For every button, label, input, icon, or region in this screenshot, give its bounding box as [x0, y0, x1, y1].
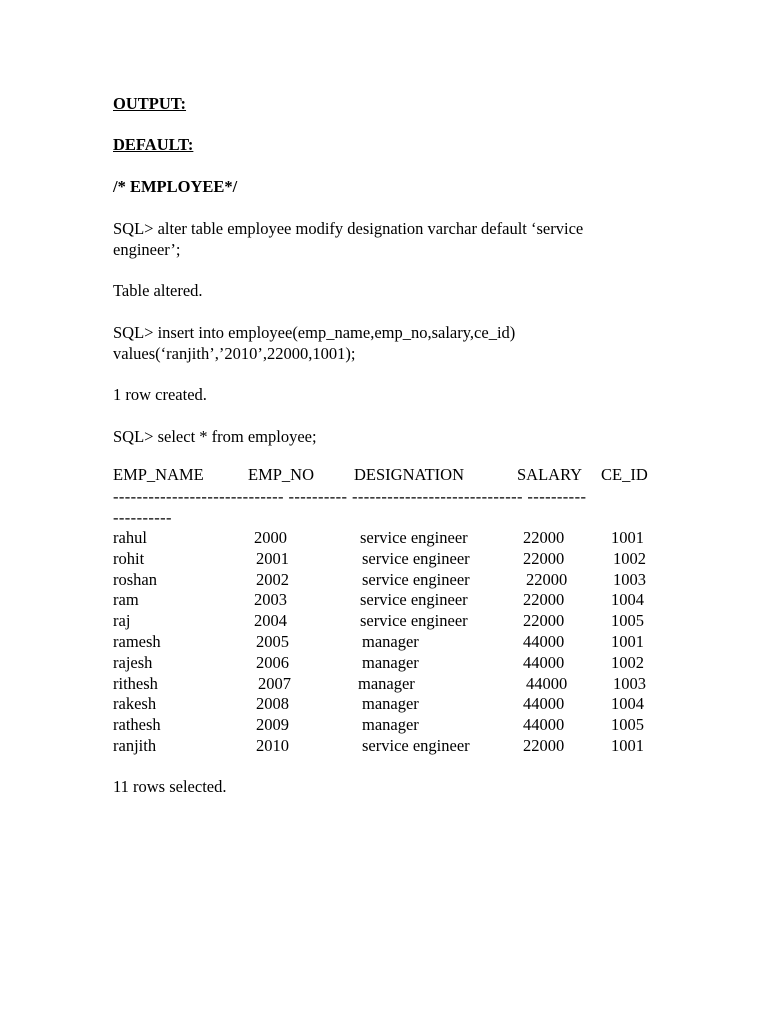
row-ce-id: 1001	[611, 632, 644, 651]
table-altered-text: Table altered.	[113, 281, 203, 300]
sql-alter-line-1: SQL> alter table employee modify designation varchar default ‘service	[113, 219, 584, 238]
sql-insert-line-2: values(‘ranjith’,’2010’,22000,1001);	[113, 344, 356, 363]
row-ce-id: 1005	[611, 715, 644, 735]
table-separator-1: ----------------------------- ---------- ----------------------------- ----------	[113, 487, 587, 506]
row-salary: 44000	[523, 694, 565, 714]
row-designation: service engineer	[360, 611, 468, 631]
row-ce-id: 1002	[613, 548, 646, 568]
row-emp-name: rohit	[113, 548, 145, 568]
row-emp-no: 2007	[258, 673, 291, 693]
row-designation: manager	[362, 715, 419, 735]
row-emp-name: ramesh	[113, 632, 161, 651]
row-ce-id: 1003	[613, 673, 646, 693]
row-emp-name: ram	[113, 590, 139, 610]
row-salary: 22000	[523, 736, 565, 755]
row-designation: manager	[362, 652, 419, 672]
row-emp-name: rakesh	[113, 694, 157, 714]
row-emp-no: 2006	[256, 652, 289, 672]
row-emp-no: 2010	[256, 736, 289, 755]
row-emp-no: 2008	[256, 694, 289, 714]
row-designation: manager	[362, 632, 419, 651]
row-created-text: 1 row created.	[113, 385, 207, 404]
row-emp-no: 2002	[256, 569, 289, 589]
header-designation: DESIGNATION	[354, 465, 464, 484]
header-salary: SALARY	[517, 465, 583, 484]
row-salary: 22000	[523, 548, 565, 568]
row-emp-no: 2005	[256, 632, 289, 651]
row-emp-name: roshan	[113, 569, 157, 589]
row-emp-name: raj	[113, 611, 131, 631]
row-ce-id: 1005	[611, 611, 644, 631]
row-designation: service engineer	[360, 590, 468, 610]
header-emp-name: EMP_NAME	[113, 465, 204, 484]
row-designation: manager	[358, 673, 415, 693]
row-ce-id: 1004	[611, 590, 644, 610]
row-emp-name: ranjith	[113, 736, 157, 755]
row-salary: 44000	[523, 652, 565, 672]
row-designation: service engineer	[360, 528, 468, 547]
row-designation: service engineer	[362, 569, 470, 589]
row-ce-id: 1001	[611, 736, 644, 755]
row-salary: 44000	[523, 632, 565, 651]
header-emp-no: EMP_NO	[248, 465, 315, 484]
row-ce-id: 1002	[611, 652, 644, 672]
table-separator-2: ----------	[113, 508, 172, 527]
row-ce-id: 1004	[611, 694, 644, 714]
row-emp-no: 2001	[256, 548, 289, 568]
row-salary: 22000	[523, 528, 565, 547]
row-designation: service engineer	[362, 548, 470, 568]
row-salary: 22000	[523, 590, 565, 610]
row-emp-name: rithesh	[113, 673, 158, 693]
row-salary: 22000	[523, 611, 565, 631]
row-emp-no: 2004	[254, 611, 287, 631]
row-ce-id: 1001	[611, 528, 644, 547]
row-emp-name: rathesh	[113, 715, 161, 735]
row-salary: 22000	[526, 569, 568, 589]
row-emp-name: rajesh	[113, 652, 153, 672]
header-ce-id: CE_ID	[601, 465, 648, 484]
row-designation: service engineer	[362, 736, 470, 755]
row-ce-id: 1003	[613, 569, 646, 589]
row-emp-no: 2009	[256, 715, 289, 735]
sql-insert-line-1: SQL> insert into employee(emp_name,emp_no,salary,ce_id)	[113, 323, 516, 342]
default-heading: DEFAULT:	[113, 135, 194, 154]
row-salary: 44000	[526, 673, 568, 693]
rows-selected-text: 11 rows selected.	[113, 777, 227, 796]
row-emp-no: 2003	[254, 590, 287, 610]
sql-select-line: SQL> select * from employee;	[113, 427, 317, 446]
row-emp-no: 2000	[254, 528, 287, 547]
row-emp-name: rahul	[113, 528, 147, 547]
output-heading: OUTPUT:	[113, 94, 187, 113]
row-salary: 44000	[523, 715, 565, 735]
row-designation: manager	[362, 694, 419, 714]
sql-alter-line-2: engineer’;	[113, 240, 181, 259]
employee-comment: /* EMPLOYEE*/	[113, 177, 238, 196]
